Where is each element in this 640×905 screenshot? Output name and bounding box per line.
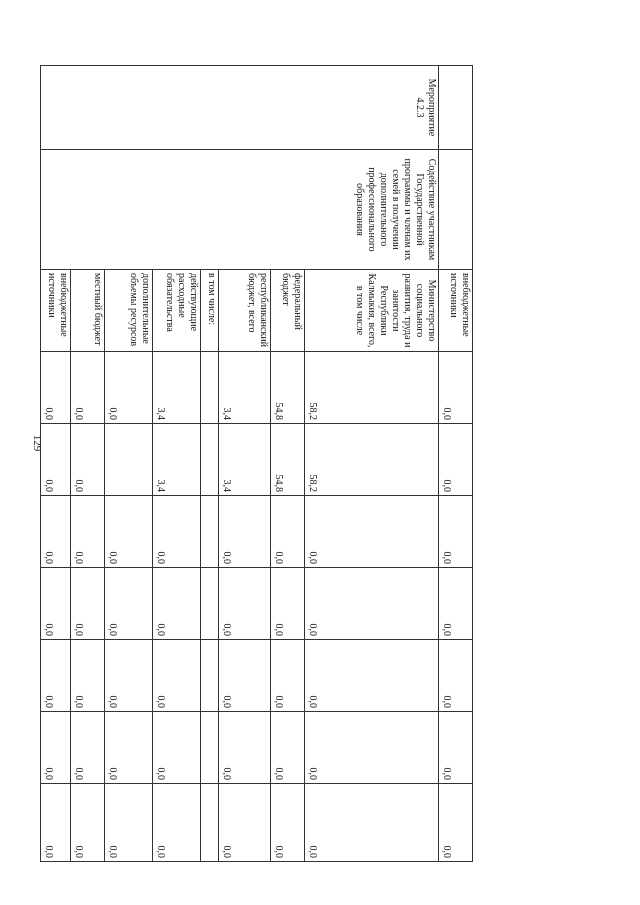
value-cell <box>201 424 219 496</box>
value-cell: 0,0 <box>439 352 473 424</box>
value-cell <box>201 712 219 784</box>
source-cell: внебюджетные источники <box>41 270 71 352</box>
value-cell: 0,0 <box>41 568 71 640</box>
value-cell: 0,0 <box>219 496 271 568</box>
value-cell <box>201 568 219 640</box>
value-cell: 0,0 <box>219 568 271 640</box>
value-cell: 0,0 <box>439 496 473 568</box>
value-cell: 0,0 <box>41 640 71 712</box>
value-cell: 0,0 <box>105 568 153 640</box>
value-cell: 0,0 <box>105 352 153 424</box>
value-cell: 54,8 <box>271 424 305 496</box>
value-cell: 0,0 <box>71 496 105 568</box>
measure-name-cell: Содействие участникам Государственной программы и членам их семей в получении дополнительного профессионального образования <box>41 150 439 270</box>
source-cell: внебюджетные источники <box>439 270 473 352</box>
source-cell: действующие расходные обязательства <box>153 270 201 352</box>
value-cell: 3,4 <box>219 424 271 496</box>
rotated-table-content <box>43 65 473 861</box>
value-cell: 0,0 <box>439 424 473 496</box>
value-cell: 0,0 <box>153 640 201 712</box>
value-cell: 0,0 <box>71 784 105 862</box>
value-cell: 0,0 <box>71 424 105 496</box>
source-cell: в том числе: <box>201 270 219 352</box>
value-cell: 0,0 <box>305 784 439 862</box>
value-cell: 0,0 <box>153 712 201 784</box>
rotated-table-frame <box>43 65 473 861</box>
value-cell: 0,0 <box>439 712 473 784</box>
value-cell: 3,4 <box>219 352 271 424</box>
value-cell: 0,0 <box>271 496 305 568</box>
value-cell: 0,0 <box>271 640 305 712</box>
value-cell: 0,0 <box>439 640 473 712</box>
value-cell: 0,0 <box>71 352 105 424</box>
value-cell: 0,0 <box>105 712 153 784</box>
value-cell: 0,0 <box>219 712 271 784</box>
value-cell: 0,0 <box>439 784 473 862</box>
value-cell: 0,0 <box>71 640 105 712</box>
value-cell: 0,0 <box>219 784 271 862</box>
value-cell <box>201 352 219 424</box>
source-cell: дополнительные объемы ресурсов <box>105 270 153 352</box>
source-cell: федеральный бюджет <box>271 270 305 352</box>
value-cell: 0,0 <box>153 496 201 568</box>
value-cell: 54,8 <box>271 352 305 424</box>
value-cell: 0,0 <box>305 640 439 712</box>
value-cell: 3,4 <box>153 352 201 424</box>
value-cell: 0,0 <box>71 712 105 784</box>
value-cell: 0,0 <box>153 568 201 640</box>
value-cell: 0,0 <box>105 640 153 712</box>
source-cell: местный бюджет <box>71 270 105 352</box>
value-cell: 0,0 <box>271 568 305 640</box>
source-cell: республиканский бюджет, всего <box>219 270 271 352</box>
value-cell: 0,0 <box>439 568 473 640</box>
value-cell: 0,0 <box>41 784 71 862</box>
value-cell: 0,0 <box>41 352 71 424</box>
value-cell: 0,0 <box>105 784 153 862</box>
value-cell <box>201 496 219 568</box>
value-cell: 0,0 <box>305 496 439 568</box>
budget-table <box>40 65 473 862</box>
value-cell: 58,2 <box>305 424 439 496</box>
source-cell: Министерство социального развития, труда и занятости Республики Калмыкия, всего, в том числе <box>305 270 439 352</box>
value-cell: 0,0 <box>219 640 271 712</box>
value-cell: 3,4 <box>153 424 201 496</box>
table-row <box>305 66 439 862</box>
value-cell: 0,0 <box>105 496 153 568</box>
value-cell: 0,0 <box>41 424 71 496</box>
value-cell: 0,0 <box>271 784 305 862</box>
value-cell <box>105 424 153 496</box>
value-cell: 0,0 <box>305 712 439 784</box>
value-cell: 0,0 <box>271 712 305 784</box>
page-number: 129 <box>31 434 43 452</box>
value-cell: 0,0 <box>153 784 201 862</box>
value-cell: 0,0 <box>41 712 71 784</box>
value-cell <box>201 640 219 712</box>
value-cell: 0,0 <box>305 568 439 640</box>
value-cell: 0,0 <box>71 568 105 640</box>
value-cell: 58,2 <box>305 352 439 424</box>
value-cell <box>201 784 219 862</box>
value-cell: 0,0 <box>41 496 71 568</box>
measure-code-cell: Мероприятие 4.2.3 <box>41 66 439 150</box>
table-row <box>439 66 473 862</box>
